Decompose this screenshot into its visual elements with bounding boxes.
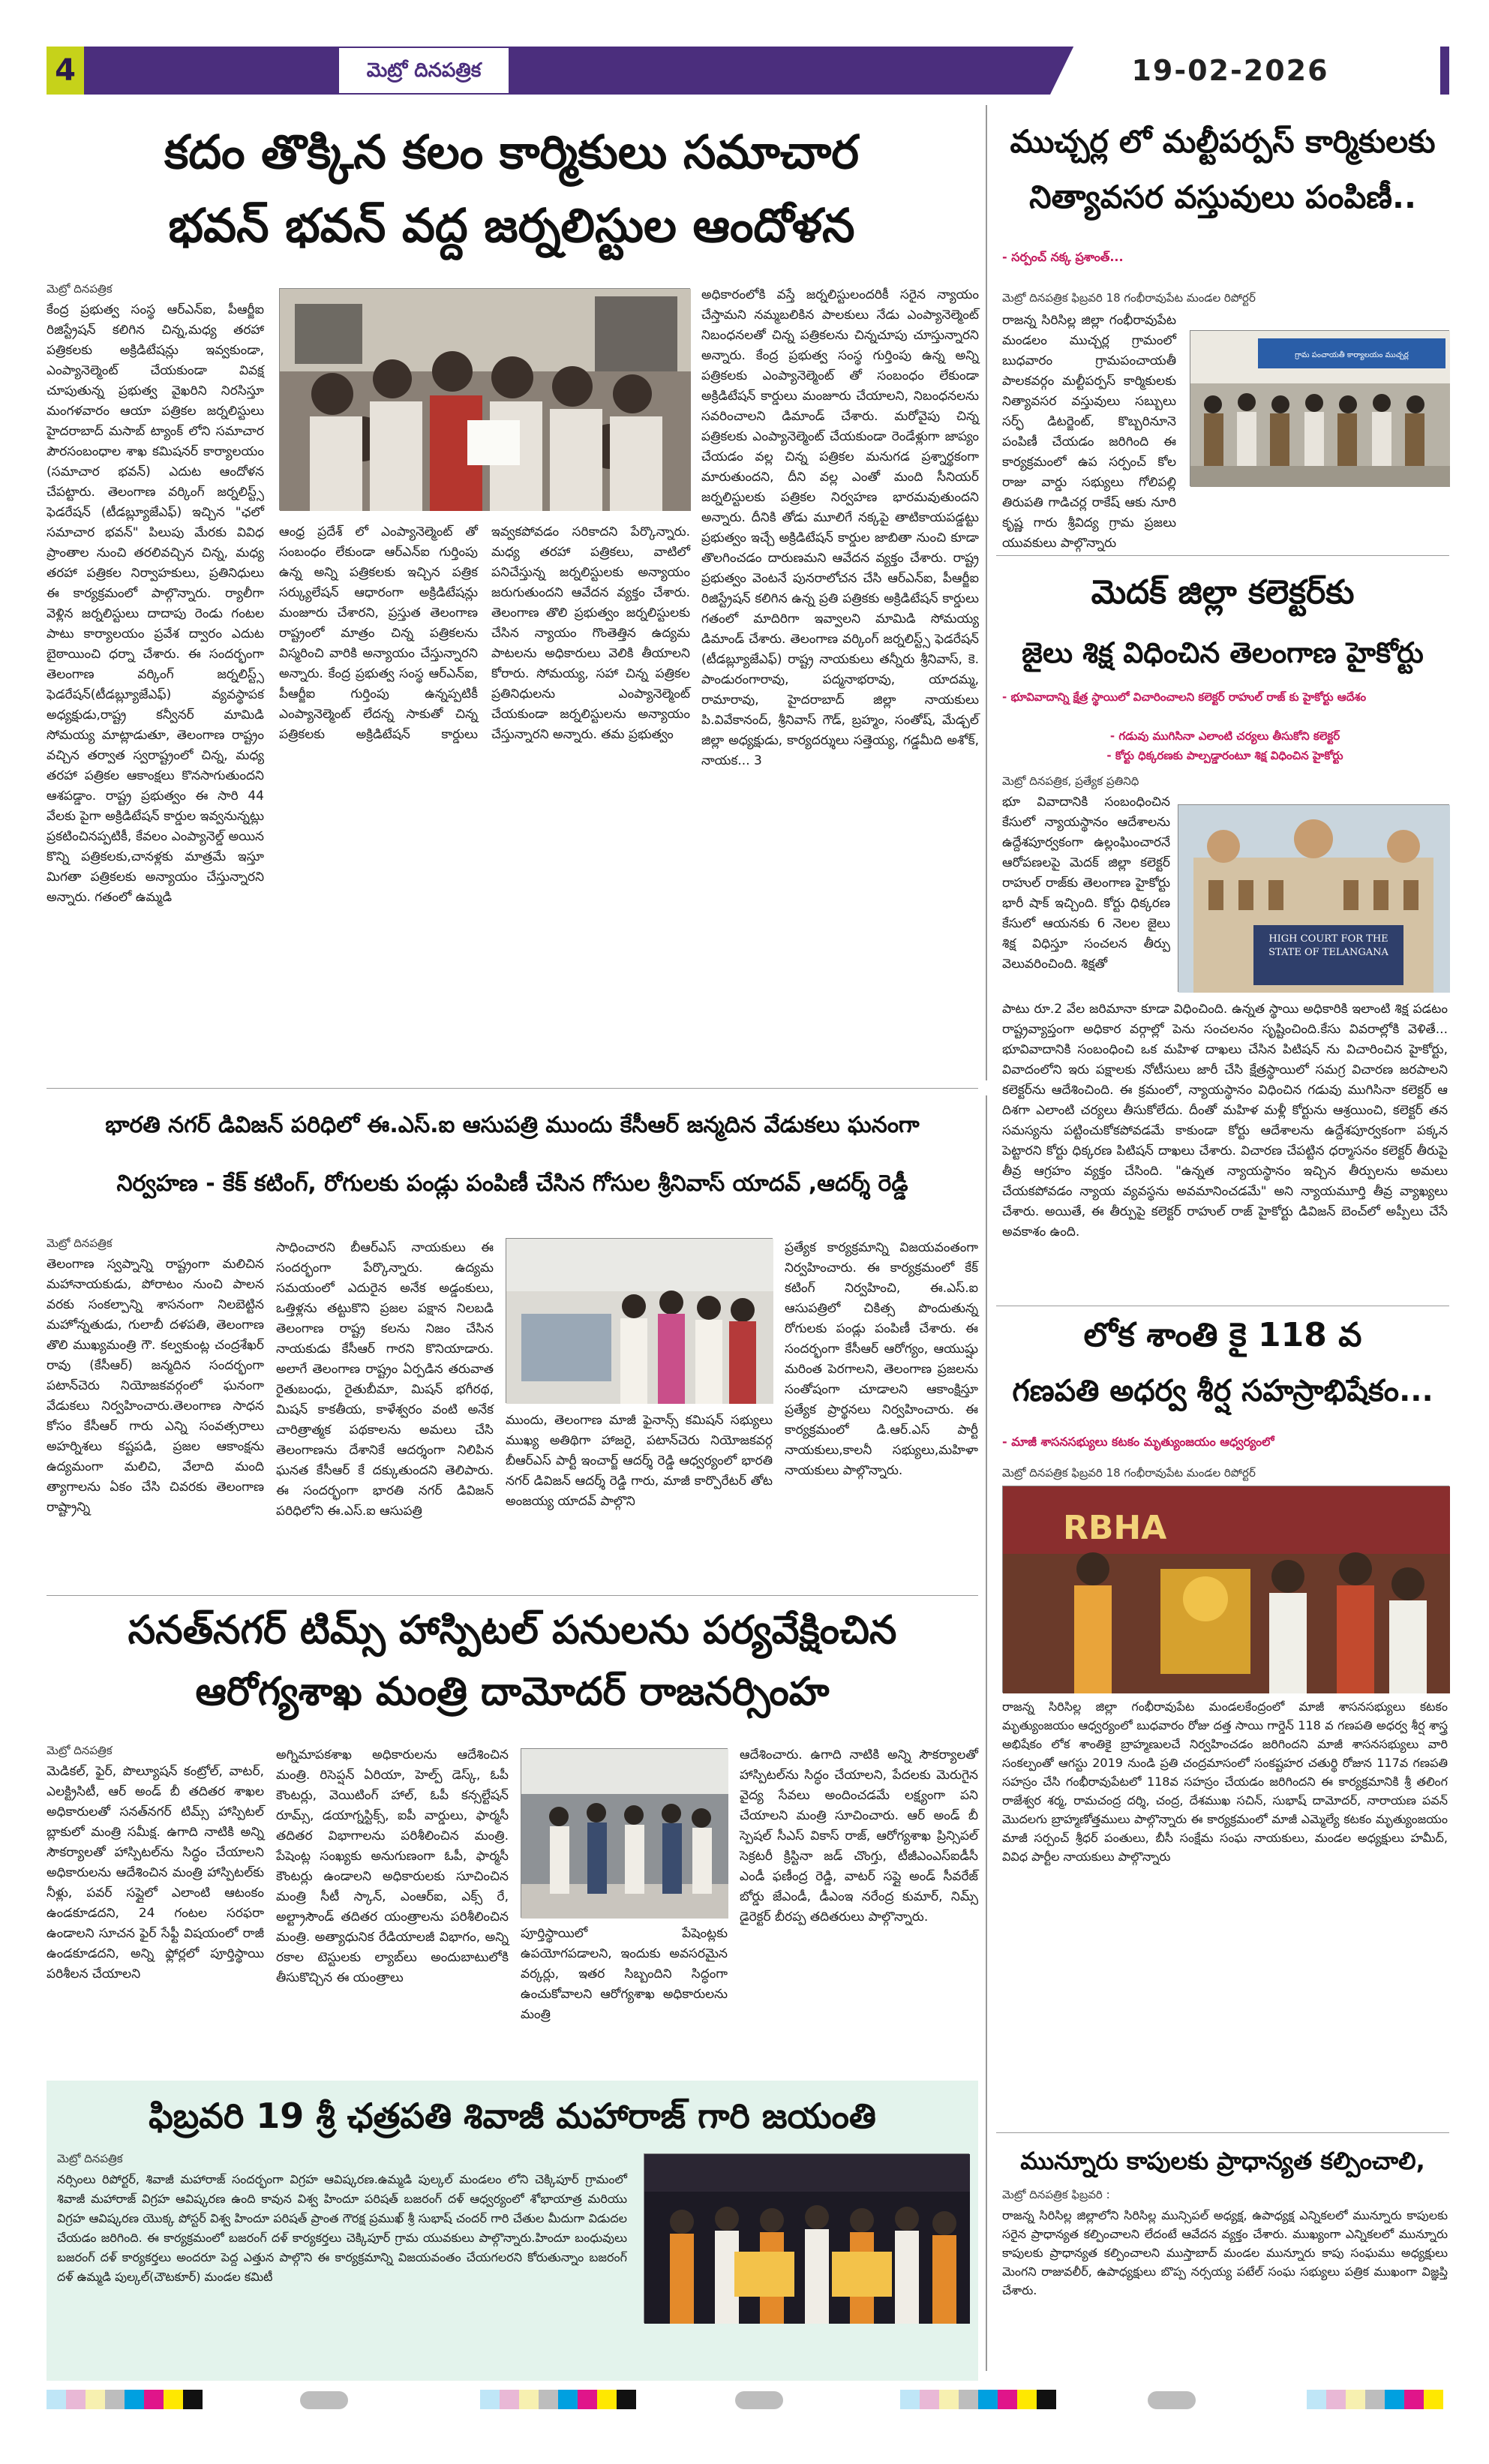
lokashanti-byline: మెట్రో దినపత్రిక ఫిబ్రవరి 18 గంభీరావుపేట మండల రిపోర్టర్ [1002,1466,1256,1480]
esi-hospital-celebration-photo [506,1238,773,1403]
kcr-body-col3: ముందు, తెలంగాణ మాజీ ఫైనాన్స్ కమిషన్ సభ్యులు ముఖ్య అతిథిగా హాజరై, పటాన్‌చెరు నియోజకవర్గ బీఆర్ఎస్ పార్టీ ఇంచార్జ్ ఆదర్శ్ రెడ్డి ఆధ్వర్యంలో భారతి నగర్ డివిజన్ ఆదర్శ్ రెడ్డి గారు, మాజీ కార్పొరేటర్ తోట అంజయ్య యాదవ్ పాల్గొని [506,1413,773,1509]
tims-body-col3: పూర్తిస్థాయిలో పేషెంట్లకు ఉపయోగపడాలని, ఇందుకు అవసరమైన వర్కర్లు, ఇతర సిబ్బందిని సిద్ధంగా ఉంచుకోవాలని ఆరోగ్యశాఖ అధికారులను మంత్రి [521,1926,728,2022]
story-top-right-body-tail [1002,491,1448,551]
page-number: 4 [47,47,84,95]
court-sign-text: HIGH COURT FOR THE STATE OF TELANGANA [1268,933,1388,958]
kcr-body-col1: తెలంగాణ స్వప్నాన్ని రాష్ట్రంగా మలిచిన మహానాయకుడు, పోరాటం నుంచి పాలన వరకు సంకల్పాన్ని శాసనంగా నిలబెట్టిన మహోన్నతుడు, గులాబీ దళపతి, తెలంగాణ తొలి ముఖ్యమంత్రి గౌ. కల్వకుంట్ల చంద్రశేఖర్ రావు (కేసీఆర్) జన్మదిన సందర్భంగా పటాన్‌చెరు నియోజకవర్గంలో ఘనంగా వేడుకలు నిర్వహించారు.తెలంగాణ సాధన కోసం కేసీఆర్ గారు ఎన్ని సంవత్సరాలు అహర్నిశలు కష్టపడి, ప్రజల ఆకాంక్షను ఉద్యమంగా మలిచి, వేలాది మంది త్యాగాలను ఏకం చేసి చివరకు తెలంగాణ రాష్ట్రాన్ని [47,1257,264,1515]
color-bar [900,2390,1056,2409]
tims-body-col4: ఆదేశించారు. ఉగాది నాటికి అన్ని సౌకర్యాలతో హాస్పిటల్‌ను సిద్ధం చేయాలని, పేదలకు మెరుగైన వైద్య సేవలు అందించడమే లక్ష్యంగా పని చేయాలని మంత్రి సూచించారు. ఆర్ అండ్ బీ స్పెషల్ సీఎస్ వికాస్ రాజ్, ఆరోగ్యశాఖ ప్రిన్సిపల్ సెక్రటరీ క్రిస్టినా జడ్ చొంగ్తు, టీజీఎంఎస్ఐడీసీ ఎండీ ఫణీంద్ర రెడ్డి, వాటర్ సప్లై అండ్ సీవరేజ్ బోర్డు జేఎండీ, డీఎంఇ నరేంద్ర కుమార్, నిమ్స్ డైరెక్టర్ బీరప్ప తదితరులు పాల్గొన్నారు. [740,1747,978,1925]
registration-pill [735,2391,783,2409]
collector-headline-line1: మెదక్ జిల్లా కలెక్టర్‌కు [1091,573,1355,611]
shivaji-body: నర్సింలు రిపోర్టర్, శివాజీ మహారాజ్ సందర్భంగా విగ్రహ ఆవిష్కరణ.ఉమ్మడి పుల్కల్ మండలం లోని చెక్కిపూర్ గ్రామంలో శివాజీ మహారాజ్ విగ్రహ ఆవిష్కరణ ఉంది కావున విశ్వ హిందూ పరిషత్ బజరంగ్ దళ్ ఆధ్వర్యంలో శోభాయాత్ర మరియు విగ్రహ ఆవిష్కరణ యొక్క పోస్టర్ విశ్వ హిందూ పరిషత్ ప్రాంత గౌరక్ష ప్రముఖ్ శ్రీ సుభాష్ చందర్ గారి చేతుల మీదుగా విడుదల చేయడం జరిగింది. ఈ కార్యక్రమంలో బజరంగ్ దళ్ కార్యకర్తలు చెక్కిపూర్ గ్రామ యువకులు పాల్గొన్నారు.హిందూ బంధువులు బజరంగ్ దళ్ కార్యకర్తలు అందరూ పెద్ద ఎత్తున పాల్గొని ఈ కార్యక్రమాన్ని విజయవంతం చేయగలరని కోరుతున్నాం బజరంగ్ దళ్ ఉమ్మడి పుల్కల్(చౌటకూర్) మండల కమిటీ [57,2172,627,2284]
story1-headline-line1: కదం తొక్కిన కలం కార్మికులు సమాచార [164,125,859,179]
story-top-right-byline: మెట్రో దినపత్రిక ఫిబ్రవరి 18 గంభీరావుపేట మండల రిపోర్టర్ [1002,291,1256,305]
collector-sub-2: - గడువు ముగిసినా ఎలాంటి చర్యలు తీసుకోని కలెక్టర్ [1109,729,1340,743]
muchcharla-distribution-photo [1190,330,1449,486]
journalists-protest-photo [279,288,690,510]
lokashanti-headline-line1: లోక శాంతి కై 118 వ [1083,1316,1362,1354]
divider [47,1595,978,1596]
kcr-byline: మెట్రో దినపత్రిక [47,1237,113,1250]
color-bar [1307,2390,1443,2409]
high-court-photo [1178,804,1449,992]
lokashanti-body: రాజన్న సిరిసిల్ల జిల్లా గంభీరావుపేట మండలకేంద్రంలో మాజీ శాసనసభ్యులు కటకం మృత్యుంజయం ఆధ్వర్యంలో బుధవారం రోజు దత్త సాయి గార్డెన్ 118 వ గణపతి అధర్వ శీర్ష శాస్త్ర అభిషేకం లోక శాంతికై బ్రాహ్మణులచే నిర్వహించడం జరిగిందని మాజీ శాసనసభ్యులు వారి సంకల్పంతో ఆగస్టు 2019 నుండి ప్రతి చంద్రమాసంలో సంకష్టహర చతుర్థి రోజున 117వ గణపతి సహస్రం చేసి గంభీరావుపేటలో 118వ సహస్రం చేయడం జరిగిందని ఈ కార్యక్రమానికి శ్రీ తలింగ రాజేశ్వర శర్మ, రామచంద్ర దర్శి, చంద్ర, దేశముఖ సచిన్, సుభాష్ దామోదర్, నారాయణ పవన్ మొదలగు బ్రాహ్మణోత్తములు పాల్గొన్నారు ఈ కార్యక్రమంలో మాజీ ఎమ్మెల్యే కటకం మృత్యుంజయం మాజీ సర్పంచ్ శ్రీధర్ పంతులు, బీసీ సంక్షేమ సంఘ నాయకులు, మండల అధ్యక్షులు హమీద్, వివిధ పార్టీల నాయకులు పాల్గొన్నారు [1002,1699,1448,1864]
collector-headline-line2: జైలు శిక్ష విధించిన తెలంగాణ హైకోర్టు [1022,636,1424,669]
collector-sub-1: - భూవివాదాన్ని క్షేత్ర స్థాయిలో విచారించాలని కలెక్టర్ రాహుల్ రాజ్ కు హైకోర్టు ఆదేశం [1002,690,1367,704]
story-top-right-headline-line2: నిత్యావసర వస్తువులు పంపిణీ.. [1029,179,1416,215]
story1-byline: మెట్రో దినపత్రిక [47,282,113,296]
divider [996,555,1449,556]
color-bar [480,2390,636,2409]
munnuru-byline: మెట్రో దినపత్రిక ఫిబ్రవరి : [1002,2188,1110,2201]
shivaji-byline: మెట్రో దినపత్రిక [57,2152,123,2165]
tims-headline-line2: ఆరోగ్యశాఖ మంత్రి దామోదర్ రాజనర్సింహ [195,1669,830,1714]
collector-body-col1: భూ వివాదానికి సంబంధించిన కేసులో న్యాయస్థానం ఆదేశాలను ఉద్దేశపూర్వకంగా ఉల్లంఘించారనే ఆరోపణలపై మెదక్ జిల్లా కలెక్టర్ రాహుల్ రాజ్‌కు తెలంగాణ హైకోర్టు భారీ షాక్ ఇచ్చింది. కోర్టు ధిక్కరణ కేసులో ఆయనకు 6 నెలల జైలు శిక్ష విధిస్తూ సంచలన తీర్పు వెలువరించింది. శిక్షతో [1002,795,1170,972]
lokashanti-subline: - మాజీ శాసనసభ్యులు కటకం మృత్యుంజయం ఆధ్వర్యంలో [1002,1435,1274,1449]
divider [47,1088,978,1089]
shivaji-poster-release-photo [644,2153,969,2323]
collector-byline: మెట్రో దినపత్రిక, ప్రత్యేక ప్రతినిధి [1002,774,1139,788]
story1-body-col1: కేంద్ర ప్రభుత్వ సంస్థ ఆర్ఎన్ఐ, పీఆర్జీఐ రిజిస్ట్రేషన్ కలిగిన చిన్న,మధ్య తరహా పత్రికలకు అక్రిడిటేషన్లు ఇవ్వకుండా, ఎంప్యానెల్మెంట్ చేయకుండా వివక్ష చూపుతున్న ప్రభుత్వ వైఖరిని నిరసిస్తూ మంగళవారం ఆయా పత్రికల జర్నలిస్టులు హైదరాబాద్ మసాబ్ ట్యాంక్ లోని సమాచార పౌరసంబంధాల శాఖ కమిషనర్ కార్యాలయం (సమాచార భవన్) ఎదుట ఆందోళన చేపట్టారు. తెలంగాణ వర్కింగ్ జర్నలిస్ట్స్ ఫెడరేషన్ (టీడబ్ల్యూజేఎఫ్) ఇచ్చిన "ఛలో సమాచార భవన్" పిలుపు మేరకు వివిధ ప్రాంతాల నుంచి తరలివచ్చిన చిన్న, మధ్య తరహా పత్రికల నిర్వాహకులు, ప్రతినిధులు ఈ కార్యక్రమంలో పాల్గొన్నారు. ర్యాలీగా వెళ్లిన జర్నలిస్టులు దాదాపు రెండు గంటల పాటు కార్యాలయం ప్రవేశ ద్వారం ఎదుట బైఠాయించి ధర్నా చేశారు. ఈ సందర్భంగా తెలంగాణ వర్కింగ్ జర్నలిస్ట్స్ ఫెడరేషన్(టీడబ్ల్యూజేఎఫ్) వ్యవస్థాపక అధ్యక్షుడు,రాష్ట్ర కన్వీనర్ మామిడి సోమయ్య మాట్లాడుతూ, తెలంగాణ రాష్ట్రం వచ్చిన తర్వాత స్వరాష్ట్రంలో చిన్న, మధ్య తరహా పత్రికల ఆకాంక్షలు కొనసాగుతుందని ఆశపడ్డాం. రాష్ట్ర ప్రభుత్వం ఈ సారి 44 వేలకు పైగా అక్రిడిటేషన్ కార్డుల ఇవ్వనున్నట్లు ప్రకటించినప్పటికీ, కేవలం ఎంప్యానెల్డ్ అయిన కొన్ని పత్రికలకు,చానళ్లకు మాత్రమే ఇస్తూ మిగతా పత్రికలకు అన్యాయం చేస్తున్నారని అన్నారు. గతంలో ఉమ్మడి [47,302,264,905]
kcr-headline-line2: నిర్వహణ - కేక్ కటింగ్, రోగులకు పండ్లు పంపిణీ చేసిన గోసుల శ్రీనివాస్ యాదవ్ ,ఆదర్శ్ రెడ్డీ [116,1170,908,1197]
collector-sub-3: - కోర్టు ధిక్కరణకు పాల్పడ్డారంటూ శిక్ష విధించిన హైకోర్టు [1106,749,1343,762]
column-divider [986,105,987,1080]
registration-pill [300,2391,348,2409]
column-divider [986,1095,987,2371]
munnuru-headline: మున్నూరు కాపులకు ప్రాధాన్యత కల్పించాలి, [1020,2147,1425,2175]
shivaji-headline: ఫిబ్రవరి 19 శ్రీ ఛత్రపతి శివాజీ మహారాజ్ గారి జయంతి [149,2096,876,2136]
tims-headline-line1: సనత్‌నగర్ టిమ్స్ హాస్పిటల్ పనులను పర్యవేక్షించిన [128,1608,897,1653]
tims-body-col1: మెడికల్, ఫైర్, పొల్యూషన్ కంట్రోల్, వాటర్, ఎలక్ట్రిసిటీ, ఆర్ అండ్ బీ తదితర శాఖల అధికారులతో సనత్‌నగర్ టిమ్స్ హాస్పిటల్ బ్లాకులో మంత్రి సమీక్ష. ఉగాది నాటికి అన్ని సౌకర్యాలతో హాస్పిటల్‌ను సిద్ధం చేయాలని అధికారులను ఆదేశించిన మంత్రి హాస్పిటల్‌కు నీళ్లు, పవర్ సప్లైలో ఎలాంటి ఆటంకం ఉండకూడదని, 24 గంటల సరఫరా ఉండాలని సూచన ఫైర్ సేఫ్టీ విషయంలో రాజీ ఉండకూడదని, అన్ని ఫ్లోర్లలో పూర్తిస్థాయి పరిశీలన చేయాలని [47,1764,264,1982]
tims-body-col2: అగ్నిమాపకశాఖ అధికారులను ఆదేశించిన మంత్రి. రిసెప్షన్ ఏరియా, హెల్ప్ డెస్క్, ఓపీ కౌంటర్లు, వెయిటింగ్ హాల్, ఓపీ కన్సల్టేషన్ రూమ్స్, డయాగ్నస్టిక్స్, ఐపీ వార్డులు, ఫార్మసీ తదితర విభాగాలను పరిశీలించిన మంత్రి. పేషెంట్ల సంఖ్యకు అనుగుణంగా ఓపీ, ఫార్మసీ కౌంటర్లు ఉండాలని అధికారులకు సూచించిన మంత్రి సీటీ స్కాన్, ఎంఆర్ఐ, ఎక్స్ రే, అల్ట్రాసౌండ్ తదితర యంత్రాలను పరిశీలించిన మంత్రి. అత్యాధునిక రేడియాలజీ విభాగం, అన్ని రకాల టెస్టులకు ల్యాబ్‌లు అందుబాటులోకి తీసుకొచ్చిన ఈ యంత్రాలు [276,1747,509,1985]
issue-date: 19-02-2026 [1131,54,1329,87]
tims-hospital-inspection-photo [521,1748,728,1918]
story-top-right-subline: - సర్పంచ్ నక్క ప్రశాంత్... [1002,250,1124,264]
color-bar [47,2390,203,2409]
registration-pill [1148,2391,1196,2409]
story1-body-col3: అధికారంలోకి వస్తే జర్నలిస్టులందరికీ సరైన న్యాయం చేస్తామని నమ్మబలికిన పాలకులు నేడు ఎంప్యానెల్మెంట్ నిబంధనలతో చిన్న పత్రికలను చిన్నచూపు చూస్తున్నారని అన్నారు. కేంద్ర ప్రభుత్వ సంస్థ గుర్తింపు ఉన్న అన్ని పత్రికలకు ఎంప్యానెల్మెంట్ తో సంబంధం లేకుండా అక్రిడిటేషన్ కార్డులు మంజూరు చేయాలని, నిబంధనలను సవరించాలని డిమాండ్ చేశారు. మరోవైపు చిన్న పత్రికలకు ఎంప్యానెల్మెంట్ చేయకుండా రెండేళ్లుగా జాప్యం చేయడం వల్ల చిన్న పత్రికల మనుగడ ప్రశ్నార్థకంగా మారుతుందని, దీని వల్ల ఎంతో మంది సీనియర్ జర్నలిస్టులకు పత్రికల నిర్వహణ భారమవుతుందని అన్నారు. దీనికి తోడు మూలిగే నక్కపై తాటికాయపడ్డట్టు ప్రభుత్వం ఇచ్చే అక్రిడిటేషన్ కార్డుల జాబితా నుంచి కూడా తొలగించడం దారుణమని ఆవేదన వ్యక్తం చేశారు. రాష్ట్ర ప్రభుత్వం వెంటనే పునరాలోచన చేసి ఆర్ఎన్ఐ, పీఆర్జీఐ రిజిస్ట్రేషన్ కలిగిన ఉన్న ప్రతి పత్రికకు అక్రిడిటేషన్ కార్డులు గతంలో మాదిరిగా ఇవ్వాలని మామిడి సోమయ్య డిమాండ్ చేశారు. తెలంగాణ వర్కింగ్ జర్నలిస్ట్స్ ఫెడరేషన్ (టీడబ్ల్యూజేఎఫ్) రాష్ట్ర నాయకులు తన్నీరు శ్రీనివాస్, కె. పాండురంగారావు, పద్మనాభరావు, యాదమ్మ, రామారావు, హైదరాబాద్ జిల్లా నాయకులు పి.వివేకానంద్, శ్రీనివాస్ గౌడ్, బ్రహ్మం, సంతోష్, మేడ్చల్ జిల్లా అధ్యక్షుడు, కార్యదర్శులు సత్తెయ్య, గడ్డమీది అశోక్, నాయక... 3 [701,287,979,768]
kcr-body-col4: ప్రత్యేక కార్యక్రమాన్ని విజయవంతంగా నిర్వహించారు. ఈ కార్యక్రమంలో కేక్ కటింగ్ నిర్వహించి, ఈ.ఎస్.ఐ ఆసుపత్రిలో చికిత్స పొందుతున్న రోగులకు పండ్లు పంపిణీ చేశారు. ఈ సందర్భంగా కేసీఆర్ ఆరోగ్యం, ఆయుష్షు మరింత పెరగాలని, తెలంగాణ ప్రజలను సంతోషంగా చూడాలని ఆకాంక్షిస్తూ ప్రత్యేక ప్రార్థనలు నిర్వహించారు. ఈ కార్యక్రమంలో డి.ఆర్.ఎస్ పార్టీ నాయకులు,కాలనీ సభ్యులు,మహిళా నాయకులు పాల్గొన్నారు. [785,1240,978,1478]
story1-headline-line2: భవన్ భవన్ వద్ద జర్నలిస్టుల ఆందోళన [168,198,855,253]
newspaper-logo: మెట్రో దినపత్రిక [338,47,510,95]
munnuru-body: రాజన్న సిరిసిల్ల జిల్లాలోని సిరిసిల్ల మున్సిపల్ అధ్యక్ష, ఉపాధ్యక్ష ఎన్నికలలో మున్నూరు కాపులకు సరైన ప్రాధాన్యత కల్పించాలని లేదంటే ఆవేదన వ్యక్తం చేశారు. ముఖ్యంగా ఎన్నికలలో మున్నూరు కాపులకు ప్రాధాన్యత కల్పించాలని ముస్తాబాద్ మండల మున్నూరు కాపు సంఘము అధ్యక్షులు మెంగని రాజువలీర్, ఉపాధ్యక్షులు బొప్ప నర్సయ్య పటేల్ సంఘ సభ్యులు పత్రిక ముఖంగా విజ్ఞప్తి చేశారు. [1002,2208,1448,2297]
ganapathi-abhishekam-photo [1002,1486,1449,1693]
panchayat-sign: గ్రామ పంచాయతీ కార్యాలయం ముచ్చర్ల [1295,351,1409,359]
divider [996,2132,1449,2133]
tims-byline: మెట్రో దినపత్రిక [47,1744,113,1757]
kcr-body-col2: సాధించారని బీఆర్ఎస్ నాయకులు ఈ సందర్భంగా పేర్కొన్నారు. ఉద్యమ సమయంలో ఎదురైన అనేక అడ్డంకులు, ఒత్తిళ్లను తట్టుకొని ప్రజల పక్షాన నిలబడి తెలంగాణ రాష్ట్ర కలను నిజం చేసిన నాయకుడు కేసీఆర్ గారని కొనియాడారు. అలాగే తెలంగాణ రాష్ట్రం ఏర్పడిన తరువాత రైతుబంధు, రైతుబీమా, మిషన్ భగీరథ, మిషన్ కాకతీయ, కాళేశ్వరం వంటి అనేక చారిత్రాత్మక పథకాలను అమలు చేసి తెలంగాణను దేశానికే ఆదర్శంగా నిలిపిన ఘనత కేసీఆర్ కే దక్కుతుందని తెలిపారు. ఈ సందర్భంగా భారతి నగర్ డివిజన్ పరిధిలోని ఈ.ఎస్.ఐ ఆసుపత్రి [276,1240,494,1519]
collector-body-col2: పాటు రూ.2 వేల జరిమానా కూడా విధించింది. ఉన్నత స్థాయి అధికారికి ఇలాంటి శిక్ష పడటం రాష్ట్రవ్యాప్తంగా అధికార వర్గాల్లో పెను సంచలనం సృష్టించింది.కేసు వివరాల్లోకి వెళితే... భూవివాదానికి సంబంధించి ఒక మహిళ దాఖలు చేసిన పిటిషన్ ను విచారించిన హైకోర్టు, వివాదంలోని ఇరు పక్షాలకు నోటీసులు జారీ చేసి క్షేత్రస్థాయిలో సమగ్ర విచారణ జరపాలని కలెక్టర్‌ను ఆదేశించింది. ఈ క్రమంలో, న్యాయస్థానం విధించిన గడువు ముగిసినా కలెక్టర్ ఆ దిశగా ఎలాంటి చర్యలు తీసుకోలేదు. దీంతో మహిళ మళ్లీ కోర్టును ఆశ్రయించి, కలెక్టర్ తన సమస్యను పట్టించుకోకపోవడమే కాకుండా కోర్టు ఆదేశాలను ఉద్దేశపూర్వకంగా పక్కన పెట్టారని కోర్టు ధిక్కరణ పిటిషన్ దాఖలు చేశారు. విచారణ చేపట్టిన ధర్మాసనం కలెక్టర్ తీరుపై తీవ్ర ఆగ్రహం వ్యక్తం చేసింది. "ఉన్నత న్యాయస్థానం ఇచ్చిన తీర్పులను అమలు చేయకపోవడం న్యాయ వ్యవస్థను అవమానించడమే" అని న్యాయమూర్తి తీవ్ర వ్యాఖ్యలు చేశారు. అయితే, ఈ తీర్పుపై కలెక్టర్ రాహుల్ రాజ్ హైకోర్టు డివిజన్ బెంచ్‌లో అప్పీలు చేసే అవకాశం ఉంది. [1002,1002,1448,1240]
story-top-right-body: రాజన్న సిరిసిల్ల జిల్లా గంభీరావుపేట మండలం ముచ్చర్ల గ్రామంలో బుధవారం గ్రామపంచాయతీ పాలకవర్గం మల్టీపర్పస్ కార్మికులకు నిత్యావసర వస్తువులు సబ్బులు సర్ఫ్ డిటర్జెంట్, కొబ్బరినూనె పంపిణీ చేయడం జరిగింది ఈ కార్యక్రమంలో ఉప సర్పంచ్ కోల రాజు వార్డు సభ్యులు గోలిపల్లి తిరుపతి గాడిచర్ల రాకేష్ ఆకు నూరి కృష్ణ గారు శ్రీవిద్య గ్రామ ప్రజలు యువకులు పాల్గొన్నారు [1002,313,1176,551]
story-top-right-headline-line1: ముచ్చర్ల లో మల్టీపర్పస్ కార్మికులకు [1010,123,1436,160]
banner-text: RBHA [1063,1509,1167,1547]
kcr-headline-line1: భారతి నగర్ డివిజన్ పరిధిలో ఈ.ఎస్.ఐ ఆసుపత్రి ముందు కేసీఆర్ జన్మదిన వేడుకలు ఘనంగా [105,1112,920,1138]
story1-body-col2: ఆంధ్ర ప్రదేశ్ లో ఎంప్యానెల్మెంట్ తో సంబంధం లేకుండా ఆర్ఎన్ఐ గుర్తింపు ఉన్న అన్ని పత్రికలకు ఇచ్చిన పత్రిక సర్క్యులేషన్ ఆధారంగా అక్రిడిటేషన్లు మంజూరు చేశారని, ప్రస్తుత తెలంగాణ రాష్ట్రంలో మాత్రం చిన్న పత్రికలను విస్మరించి వారికి అన్యాయం చేస్తున్నారని అన్నారు. కేంద్ర ప్రభుత్వ సంస్థ ఆర్ఎన్ఐ, పీఆర్జీఐ గుర్తింపు ఉన్నప్పటికీ ఎంప్యానెల్మెంట్ లేదన్న సాకుతో చిన్న పత్రికలకు అక్రిడిటేషన్ కార్డులు ఇవ్వకపోవడం సరికాదని పేర్కొన్నారు. మధ్య తరహా పత్రికలు, వాటిలో పనిచేస్తున్న జర్నలిస్టులకు అన్యాయం జరుగుతుందని ఆవేదన వ్యక్తం చేశారు. తెలంగాణ తొలి ప్రభుత్వం జర్నలిస్టులకు చేసిన న్యాయం గొంతెత్తిన ఉద్యమ పాటలను అధికారులు వెలికి తీయాలని కోరారు. సోమయ్య, సహా చిన్న పత్రికల ప్రతినిధులను ఎంప్యానెల్మెంట్ చేయకుండా జర్నలిస్టులను అన్యాయం చేస్తున్నారని అన్నారు. తమ ప్రభుత్వం [279,524,690,742]
lokashanti-headline-line2: గణపతి అధర్వ శీర్ష సహస్రాభిషేకం... [1012,1374,1433,1408]
